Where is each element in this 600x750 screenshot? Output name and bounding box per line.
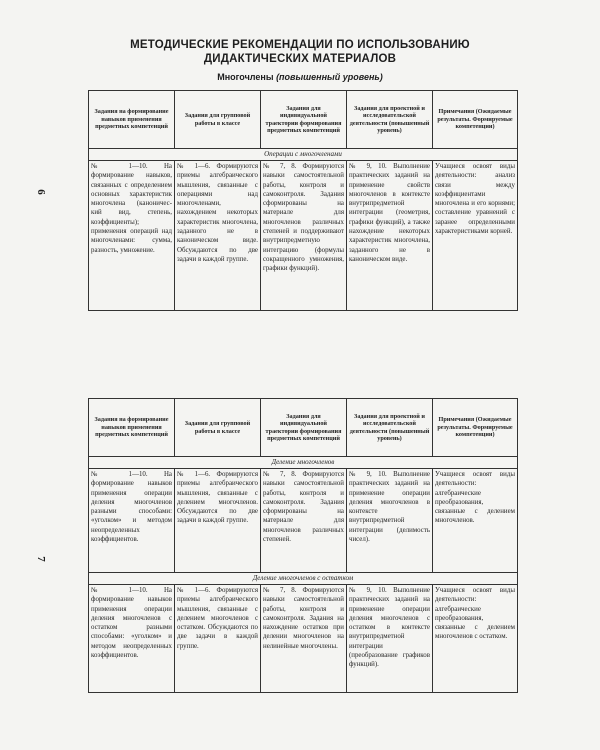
table-cell: № 9, 10. Выполнение практических заданий на применение операции деления многочленов в контексте внутрипредметной интеграции (делимость чисел). [347,469,433,573]
table-cell: № 1—10. На формирование навыков применения операции деления многочленов с остатком разными способами: «уголком» и методом неопределенных коэффициентов. [89,585,175,693]
table-cell: Учащиеся освоят виды деятельности: алгебраические преобразования, связанные с делением многочленов с остатком. [433,585,518,693]
section-row [89,149,518,161]
subtitle-level: (повышенный уровень) [276,72,383,82]
section-title: Деление многочленов с остатком [89,573,518,585]
column-header: Задания для групповой работы в классе [175,399,261,457]
table-cell: Учащиеся освоят виды деятельности: алгебраические преобразования, связанные с делением многочленов. [433,469,518,573]
page-number-top: 6 [34,189,47,195]
table-row [89,469,518,573]
table-cell: Учащиеся освоят виды деятельности: анализ связи между коэффициентами многочлена и его корнями; составление уравнений с заранее определенными характеристиками корней. [433,161,518,311]
section-row [89,457,518,469]
subtitle-main: Многочлены [217,72,274,82]
table-row [89,585,518,693]
column-header: Задания для индивидуальной траектории формирования предметных компетенций [261,399,347,457]
column-header: Задания для групповой работы в классе [175,91,261,149]
column-header: Задания на формирование навыков применения предметных компетенций [89,399,175,457]
column-header: Задания на формирование навыков применения предметных компетенций [89,91,175,149]
table-cell: № 9, 10. Выполнение практических заданий на применение свойств многочленов в контексте внутрипредметной интеграции (геометрия, графики функций), а также нахождение некоторых характеристик многочлена, заданного не в каноническом виде. [347,161,433,311]
table-cell: № 7, 8. Формируются навыки самостоятельной работы, контроля и самоконтроля. Задания сформированы на материале для многочленов различных степеней. [261,469,347,573]
methods-table-top [88,90,518,311]
page-number-bottom: 7 [34,556,47,562]
table-cell: № 9, 10. Выполнение практических заданий на применение операции деления многочленов с остатком в контексте внутрипредметной интеграции (преобразование графиков функций). [347,585,433,693]
section-title: Операции с многочленами [89,149,518,161]
table-cell: № 1—6. Формируются приемы алгебраического мышления, связанные с делением многочленов с остатком. Обсуждаются по две задачи в каждой группе. [175,585,261,693]
column-header: Примечания (Ожидаемые результаты. Формируемые компетенции) [433,91,518,149]
table-cell: № 7, 8. Формируются навыки самостоятельной работы, контроля и самоконтроля. Задания на нахождение остатков при делении многочленов на нелинейные многочлены. [261,585,347,693]
page-title [0,38,600,66]
table-cell: № 1—6. Формируются приемы алгебраического мышления, связанные с операциями над многочленами, нахождением некоторых характеристик многочлена, заданного не в каноническом виде. Обсуждаются по две задачи в каждой группе. [175,161,261,311]
table-cell: № 7, 8. Формируются навыки самостоятельной работы, контроля и самоконтроля. Задания сформированы на материале для многочленов различных степеней и поддерживают внутрипредметную интеграцию (формулы сокращенного умножения, графики функций). [261,161,347,311]
table-header-row [89,399,518,457]
table-cell: № 1—10. На формирование навыков, связанных с определением основных характеристик многочлена (каноничес-кий вид, степень, коэффициенты); применения операций над многочленами: сумма, разность, умножение. [89,161,175,311]
column-header: Задания для проектной и исследовательской деятельности (повышенный уровень) [347,91,433,149]
table-cell: № 1—6. Формируются приемы алгебраического мышления, связанные с делением многочленов. Обсуждаются по две задачи в каждой группе. [175,469,261,573]
section-subtitle [0,72,600,82]
title-line-1: МЕТОДИЧЕСКИЕ РЕКОМЕНДАЦИИ ПО ИСПОЛЬЗОВАНИЮ [130,39,470,51]
methods-table-bottom [88,398,518,693]
section-title: Деление многочленов [89,457,518,469]
section-row [89,573,518,585]
column-header: Примечания (Ожидаемые результаты. Формируемые компетенции) [433,399,518,457]
table-cell: № 1—10. На формирование навыков применения операции деления многочленов разными способами: «уголком» и методом неопределенных коэффициентов. [89,469,175,573]
table-row [89,161,518,311]
title-line-2: ДИДАКТИЧЕСКИХ МАТЕРИАЛОВ [203,53,397,65]
table-header-row [89,91,518,149]
column-header: Задания для проектной и исследовательской деятельности (повышенный уровень) [347,399,433,457]
column-header: Задания для индивидуальной траектории формирования предметных компетенций [261,91,347,149]
